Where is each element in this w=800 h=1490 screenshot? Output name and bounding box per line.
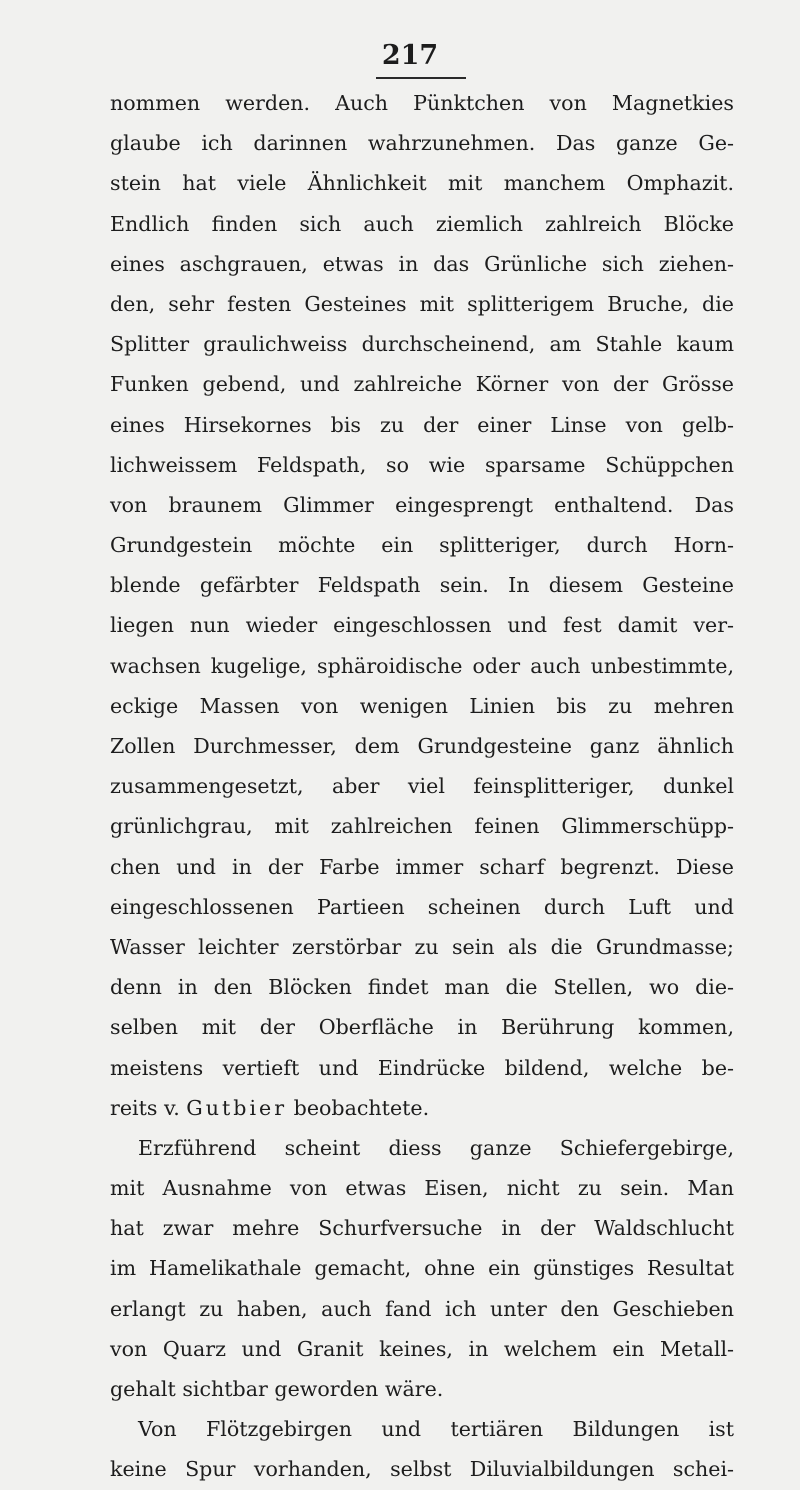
text-line: den, sehr festen Gesteines mit splitterigem Bruche, die <box>110 291 734 316</box>
text-line: Grundgestein möchte ein splitteriger, durch Horn- <box>110 533 734 558</box>
text-line: hat zwar mehre Schurfversuche in der Waldschlucht <box>110 1216 734 1241</box>
text-line: eingeschlossenen Partieen scheinen durch Luft und <box>110 894 734 919</box>
text-line: nommen werden. Auch Pünktchen von Magnetkies <box>110 91 734 115</box>
text-line: Funken gebend, und zahlreiche Körner von der Grösse <box>110 372 734 397</box>
text-line: erlangt zu haben, auch fand ich unter den Geschieben <box>110 1296 734 1321</box>
text-line: blende gefärbter Feldspath sein. In diesem Gesteine <box>110 573 734 598</box>
text-line: Von Flötzgebirgen und tertiären Bildungen ist <box>138 1417 734 1442</box>
text-line: stein hat viele Ähnlichkeit mit manchem Omphazit. <box>110 171 734 196</box>
text-line: meistens vertieft und Eindrücke bildend, welche be- <box>110 1055 734 1080</box>
body-text <box>110 83 734 1490</box>
text-line: liegen nun wieder eingeschlossen und fest damit ver- <box>110 613 734 638</box>
text-line: mit Ausnahme von etwas Eisen, nicht zu sein. Man <box>110 1176 734 1201</box>
text-line: lichweissem Feldspath, so wie sparsame Schüppchen <box>110 452 734 477</box>
person-name: Gutbier <box>186 1095 288 1120</box>
text-fragment: beobachtete. <box>287 1095 430 1120</box>
text-line: grünlichgrau, mit zahlreichen feinen Glimmerschüpp- <box>110 814 734 839</box>
page-number: 217 <box>381 40 439 71</box>
text-line: Wasser leichter zerstörbar zu sein als die Grundmasse; <box>110 934 734 959</box>
page-number-rule <box>376 77 466 79</box>
text-line: chen und in der Farbe immer scharf begrenzt. Diese <box>110 854 734 879</box>
text-line: von Quarz und Granit keines, in welchem ein Metall- <box>110 1336 734 1361</box>
text-line: im Hamelikathale gemacht, ohne ein günstiges Resultat <box>110 1256 734 1281</box>
text-line: zusammengesetzt, aber viel feinsplitteriger, dunkel <box>110 774 734 799</box>
text-line: keine Spur vorhanden, selbst Diluvialbildungen schei- <box>110 1457 734 1482</box>
text-line: gehalt sichtbar geworden wäre. <box>110 1377 444 1401</box>
text-line: Erzführend scheint diess ganze Schiefergebirge, <box>138 1135 734 1160</box>
text-fragment: reits v. <box>110 1095 187 1120</box>
text-line: eckige Massen von wenigen Linien bis zu mehren <box>110 693 734 718</box>
text-line: Zollen Durchmesser, dem Grundgesteine ganz ähnlich <box>110 734 734 758</box>
text-line: denn in den Blöcken findet man die Stellen, wo die- <box>110 975 734 1000</box>
text-line: Splitter graulichweiss durchscheinend, am Stahle kaum <box>110 332 734 357</box>
text-line: eines Hirsekornes bis zu der einer Linse von gelb- <box>110 412 734 437</box>
text-line: Endlich finden sich auch ziemlich zahlreich Blöcke <box>110 211 734 236</box>
text-line: von braunem Glimmer eingesprengt enthaltend. Das <box>110 492 734 517</box>
text-line-last <box>110 1088 734 1128</box>
text-line: selben mit der Oberfläche in Berührung kommen, <box>110 1015 734 1040</box>
text-line: glaube ich darinnen wahrzunehmen. Das ganze Ge- <box>110 131 734 156</box>
text-line: wachsen kugelige, sphäroidische oder auch unbestimmte, <box>110 653 734 678</box>
text-line: eines aschgrauen, etwas in das Grünliche sich ziehen- <box>110 251 734 276</box>
